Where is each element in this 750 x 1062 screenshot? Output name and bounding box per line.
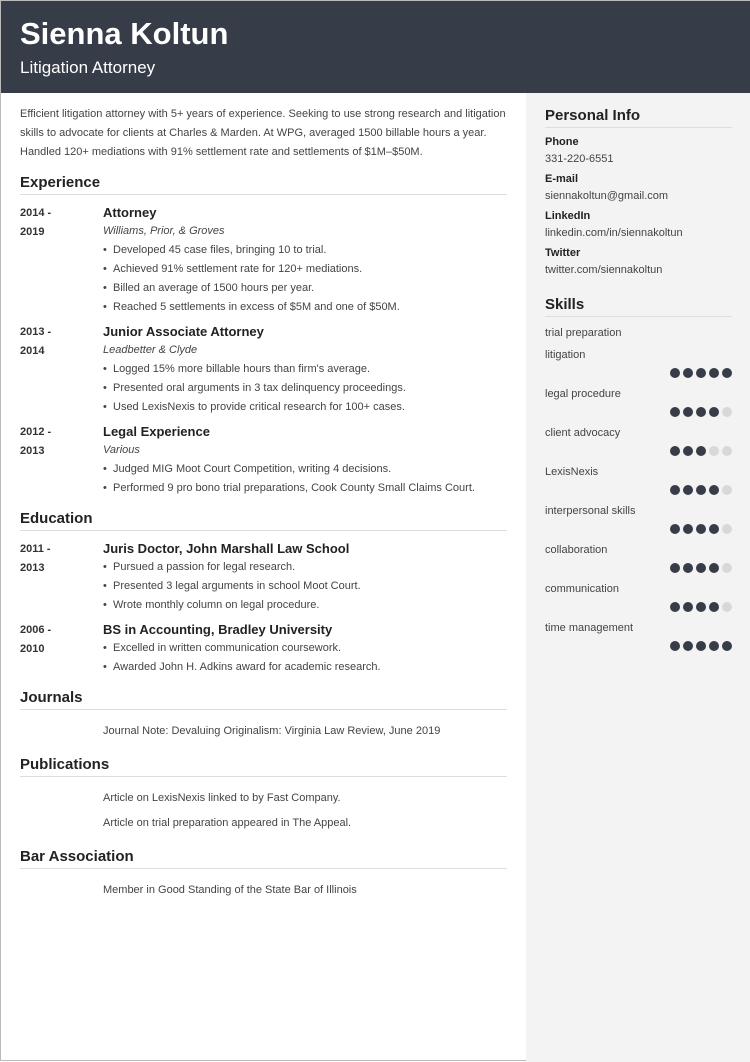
rating-dot-icon <box>722 563 732 573</box>
rating-dot-icon <box>670 641 680 651</box>
rating-dot-icon <box>683 602 693 612</box>
field-value: siennakoltun@gmail.com <box>545 190 669 202</box>
personal-info-heading: Personal Info <box>545 107 732 128</box>
rating-dot-icon <box>709 485 719 495</box>
field-value: 331-220-6551 <box>545 153 614 165</box>
rating-dot-icon <box>709 446 719 456</box>
bullet-item: • Billed an average of 1500 hours per year. <box>103 279 507 298</box>
bullet-item: • Presented 3 legal arguments in school Moot Court. <box>103 577 507 596</box>
rating-dot-icon <box>683 641 693 651</box>
skills-heading: Skills <box>545 296 732 317</box>
rating-dot-icon <box>696 563 706 573</box>
rating-dot-icon <box>683 407 693 417</box>
start-date: 2013 - <box>20 326 52 338</box>
education-heading: Education <box>20 510 507 531</box>
rating-dot-icon <box>722 485 732 495</box>
experience-entry <box>20 204 507 317</box>
entry-body <box>103 323 507 417</box>
field-label: LinkedIn <box>545 210 591 222</box>
skill-rating <box>545 485 732 495</box>
experience-heading: Experience <box>20 174 507 195</box>
bullet-item: • Awarded John H. Adkins award for academic research. <box>103 658 507 677</box>
rating-dot-icon <box>709 602 719 612</box>
skill-rating <box>545 407 732 417</box>
rating-dot-icon <box>709 407 719 417</box>
rating-dot-icon <box>670 407 680 417</box>
publications-item: Article on trial preparation appeared in The Appeal. <box>103 817 352 829</box>
bullet-list <box>103 360 507 417</box>
rating-dot-icon <box>670 602 680 612</box>
entry-body <box>103 540 507 615</box>
bullet-item: • Wrote monthly column on legal procedure. <box>103 596 507 615</box>
publications-section <box>20 756 507 836</box>
rating-dot-icon <box>696 641 706 651</box>
entry-body <box>103 423 507 498</box>
end-date: 2013 <box>20 445 45 457</box>
rating-dot-icon <box>683 524 693 534</box>
field-value: twitter.com/siennakoltun <box>545 264 663 276</box>
rating-dot-icon <box>709 524 719 534</box>
sidebar <box>526 93 750 1062</box>
field-label: Phone <box>545 136 579 148</box>
skill-rating <box>545 446 732 456</box>
rating-dot-icon <box>722 602 732 612</box>
bullet-item: • Reached 5 settlements in excess of $5M and one of $50M. <box>103 298 507 317</box>
entry-role: Junior Associate Attorney <box>103 324 264 339</box>
rating-dot-icon <box>683 485 693 495</box>
end-date: 2019 <box>20 226 45 238</box>
rating-dot-icon <box>696 407 706 417</box>
end-date: 2013 <box>20 562 45 574</box>
bullet-item: • Achieved 91% settlement rate for 120+ mediations. <box>103 260 507 279</box>
entry-body <box>103 621 507 677</box>
rating-dot-icon <box>722 446 732 456</box>
field-label: E-mail <box>545 173 579 185</box>
entry-dates <box>20 540 103 615</box>
bullet-item: • Developed 45 case files, bringing 10 to trial. <box>103 241 507 260</box>
rating-dot-icon <box>683 368 693 378</box>
bullet-item: • Excelled in written communication coursework. <box>103 639 507 658</box>
skill-name: communication <box>545 583 619 595</box>
entry-role: BS in Accounting, Bradley University <box>103 622 333 637</box>
skill-name: LexisNexis <box>545 466 599 478</box>
field-value: linkedin.com/in/siennakoltun <box>545 227 683 239</box>
entry-organization: Various <box>103 444 140 456</box>
entry-organization: Leadbetter & Clyde <box>103 344 198 356</box>
bullet-item: • Performed 9 pro bono trial preparations, Cook County Small Claims Court. <box>103 479 507 498</box>
bullet-list <box>103 241 507 317</box>
bullet-list <box>103 460 507 498</box>
entry-organization: Williams, Prior, & Groves <box>103 225 225 237</box>
rating-dot-icon <box>709 368 719 378</box>
rating-dot-icon <box>696 602 706 612</box>
skill-rating <box>545 563 732 573</box>
rating-dot-icon <box>670 524 680 534</box>
skill-name: client advocacy <box>545 427 621 439</box>
start-date: 2011 - <box>20 543 51 555</box>
candidate-name: Sienna Koltun <box>20 16 229 51</box>
rating-dot-icon <box>670 446 680 456</box>
skill-rating <box>545 602 732 612</box>
entry-dates <box>20 204 103 317</box>
skill-rating <box>545 368 732 378</box>
rating-dot-icon <box>696 368 706 378</box>
bullet-item: • Judged MIG Moot Court Competition, writing 4 decisions. <box>103 460 507 479</box>
experience-section <box>20 174 507 498</box>
field-label: Twitter <box>545 247 581 259</box>
publications-item: Article on LexisNexis linked to by Fast Company. <box>103 792 341 804</box>
rating-dot-icon <box>722 407 732 417</box>
skill-name: litigation <box>545 349 586 361</box>
rating-dot-icon <box>670 368 680 378</box>
rating-dot-icon <box>696 485 706 495</box>
bullet-list <box>103 558 507 615</box>
end-date: 2010 <box>20 643 45 655</box>
rating-dot-icon <box>709 563 719 573</box>
summary: Efficient litigation attorney with 5+ years of experience. Seeking to use strong research and litigation skills to advocate for clients at Charles & Marden. At WPG, averaged 1500 billable hours a year. Handled 120+ mediations with 91% settlement rate and settlements of $1M–$50M. <box>20 108 506 158</box>
journals-heading: Journals <box>20 689 507 710</box>
bullet-list <box>103 639 507 677</box>
education-entry <box>20 540 507 615</box>
rating-dot-icon <box>683 563 693 573</box>
rating-dot-icon <box>722 368 732 378</box>
bullet-item: • Logged 15% more billable hours than firm's average. <box>103 360 507 379</box>
entry-role: Legal Experience <box>103 424 210 439</box>
start-date: 2012 - <box>20 426 52 438</box>
rating-dot-icon <box>670 485 680 495</box>
journals-item: Journal Note: Devaluing Originalism: Virginia Law Review, June 2019 <box>103 725 441 737</box>
rating-dot-icon <box>670 563 680 573</box>
resume-header <box>1 1 750 93</box>
skill-name: interpersonal skills <box>545 505 636 517</box>
entry-role: Attorney <box>103 205 157 220</box>
rating-dot-icon <box>696 446 706 456</box>
entry-dates <box>20 323 103 417</box>
entry-dates <box>20 423 103 498</box>
skill-name: collaboration <box>545 544 608 556</box>
start-date: 2014 - <box>20 207 52 219</box>
bar-item: Member in Good Standing of the State Bar of Illinois <box>103 884 357 896</box>
main-column <box>20 105 507 903</box>
skill-name: legal procedure <box>545 388 621 400</box>
rating-dot-icon <box>683 446 693 456</box>
rating-dot-icon <box>722 524 732 534</box>
rating-dot-icon <box>696 524 706 534</box>
skill-rating <box>545 641 732 651</box>
journals-section <box>20 689 507 744</box>
start-date: 2006 - <box>20 624 52 636</box>
education-section <box>20 510 507 677</box>
rating-dot-icon <box>709 641 719 651</box>
candidate-title: Litigation Attorney <box>20 58 156 77</box>
bar-section <box>20 848 507 903</box>
entry-dates <box>20 621 103 677</box>
skill-rating <box>545 524 732 534</box>
bullet-item: • Presented oral arguments in 3 tax delinquency proceedings. <box>103 379 507 398</box>
skill-name: trial preparation <box>545 327 622 339</box>
entry-role: Juris Doctor, John Marshall Law School <box>103 541 350 556</box>
entry-body <box>103 204 507 317</box>
skill-name: time management <box>545 622 634 634</box>
bullet-item: • Pursued a passion for legal research. <box>103 558 507 577</box>
publications-heading: Publications <box>20 756 507 777</box>
experience-entry <box>20 323 507 417</box>
experience-entry <box>20 423 507 498</box>
end-date: 2014 <box>20 345 45 357</box>
rating-dot-icon <box>722 641 732 651</box>
bar-heading: Bar Association <box>20 848 507 869</box>
bullet-item: • Used LexisNexis to provide critical research for 100+ cases. <box>103 398 507 417</box>
education-entry <box>20 621 507 677</box>
